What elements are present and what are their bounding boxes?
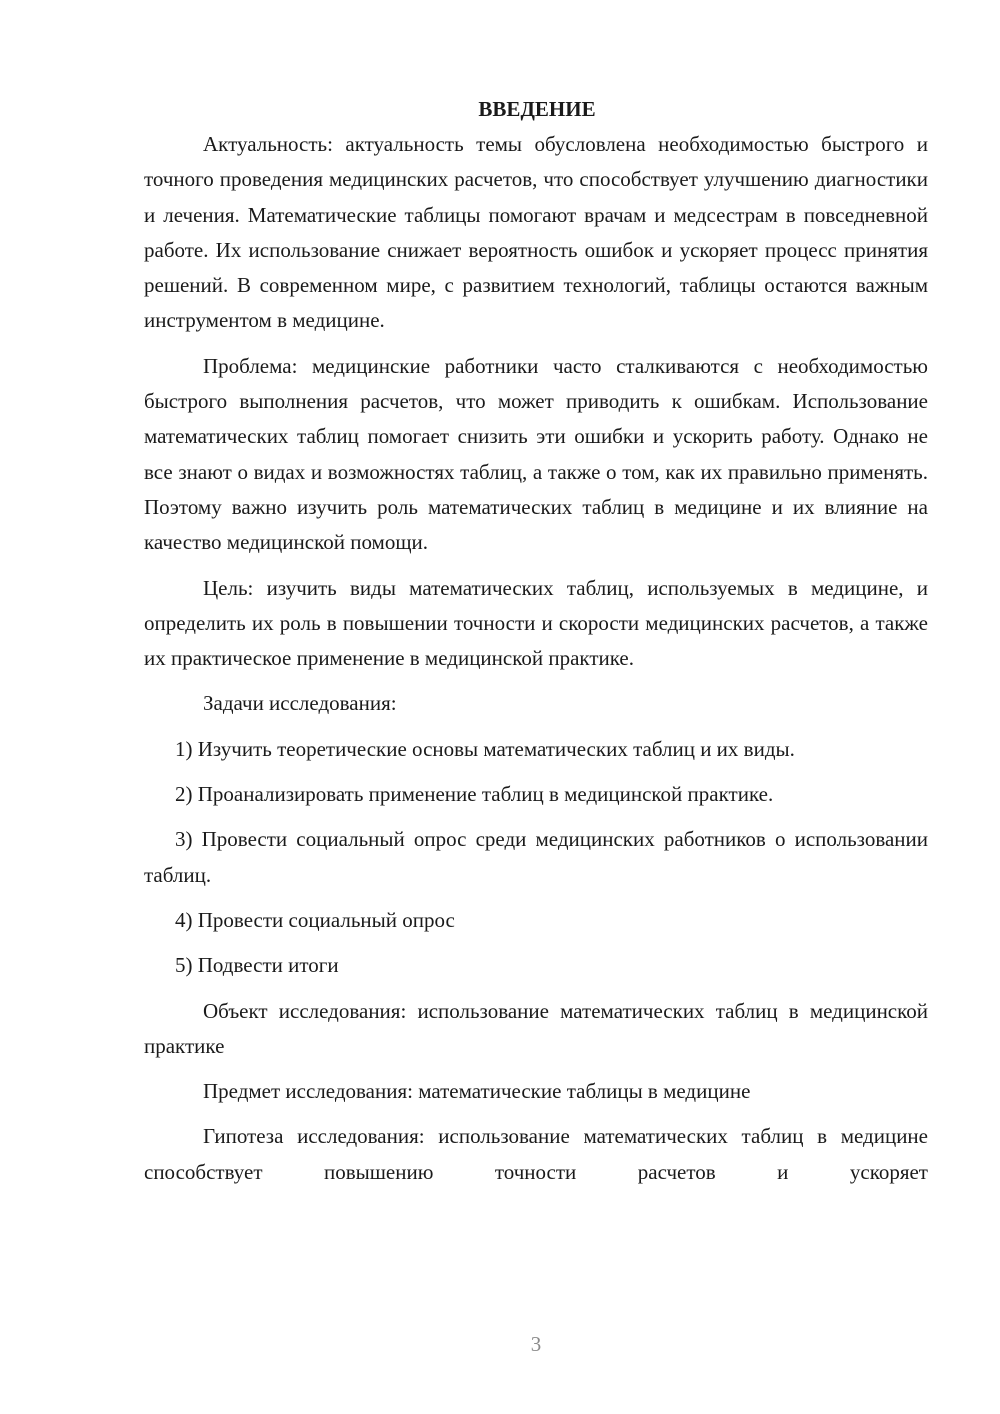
task-item-1: 1) Изучить теоретические основы математических таблиц и их виды. xyxy=(175,736,795,761)
goal-paragraph: Цель: изучить виды математических таблиц, используемых в медицине, и определить их роль в повышении точности и скорости медицинских расчетов, а также их практическое применение в медицинской практике. xyxy=(144,575,928,671)
task-item-3: 3) Провести социальный опрос среди медицинских работников о использовании таблиц. xyxy=(144,827,928,887)
tasks-title: Задачи исследования: xyxy=(203,691,397,716)
problem-paragraph: Проблема: медицинские работники часто сталкиваются с необходимостью быстрого выполнения расчетов, что может приводить к ошибкам. Использование математических таблиц помогает снизить эти ошибки и ускорить работу. Однако не все знают о видах и возможностях таблиц, а также о том, как их правильно применять. Поэтому важно изучить роль математических таблиц в медицине и их влияние на качество медицинской помощи. xyxy=(144,353,928,555)
document-page xyxy=(144,92,928,1190)
task-item-5: 5) Подвести итоги xyxy=(175,953,339,978)
hypothesis-paragraph: Гипотеза исследования: использование математических таблиц в медицине способствует повышению точности расчетов и ускоряет xyxy=(144,1124,928,1184)
object-paragraph: Объект исследования: использование математических таблиц в медицинской практике xyxy=(144,998,928,1058)
page-number: 3 xyxy=(530,1332,542,1356)
task-item-4: 4) Провести социальный опрос xyxy=(175,907,455,932)
task-item-2: 2) Проанализировать применение таблиц в медицинской практике. xyxy=(175,782,774,807)
relevance-paragraph: Актуальность: актуальность темы обусловлена необходимостью быстрого и точного проведения медицинских расчетов, что способствует улучшению диагностики и лечения. Математические таблицы помогают врачам и медсестрам в повседневной работе. Их использование снижает вероятность ошибок и ускоряет процесс принятия решений. В современном мире, с развитием технологий, таблицы остаются важным инструментом в медицине. xyxy=(144,132,928,333)
subject-paragraph: Предмет исследования: математические таблицы в медицине xyxy=(203,1079,751,1104)
section-heading: ВВЕДЕНИЕ xyxy=(478,97,596,121)
